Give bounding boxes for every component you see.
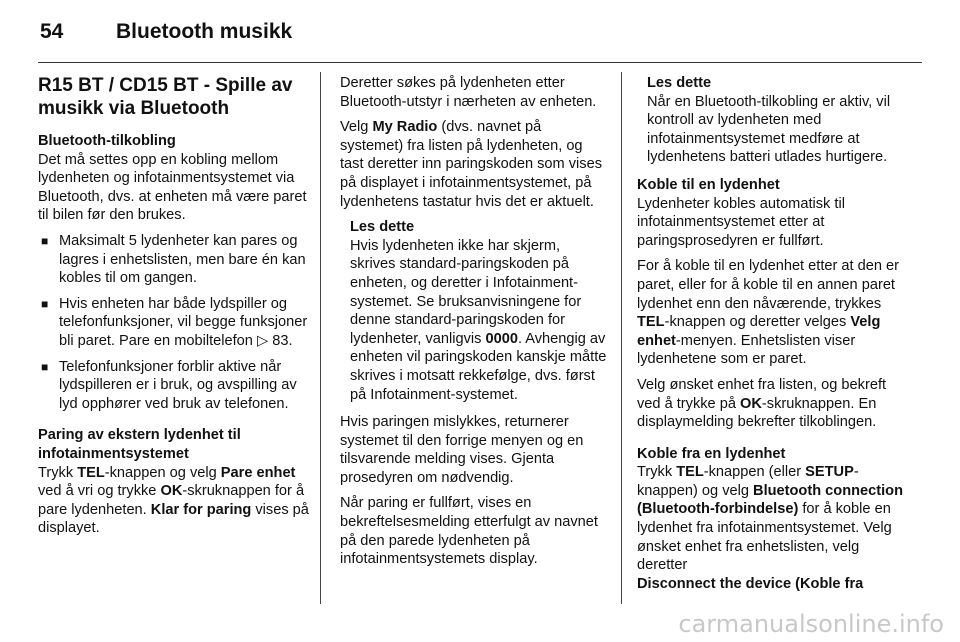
list-item: ■ Telefonfunksjoner forblir aktive når lydspilleren er i bruk, og avspilling av lyd opphører ved bruk av telefonen.: [38, 358, 310, 414]
note-title: Les dette: [350, 219, 415, 236]
subheading-connect-device: Koble til en lydenhet: [637, 176, 780, 193]
column-1: [38, 74, 310, 545]
setup-button-label: SETUP: [805, 464, 854, 481]
bullet-list: [38, 232, 310, 413]
bluetooth-connection-label: Bluetooth connection (Bluetooth-forbindelse): [637, 482, 904, 518]
disconnect-device-label: Disconnect the device (Koble fra: [637, 575, 864, 592]
column-2: [340, 74, 608, 576]
pairing-code: 0000: [485, 330, 518, 347]
pair-device-label: Pare enhet: [220, 464, 296, 481]
paragraph: Trykk TEL-knappen (eller SETUP-knappen) og velg Bluetooth connection (Bluetooth-forbindelse) for å koble en lydenhet fra infotainmentsystemet. Velg ønsket enhet fra enhetslisten, velg deretter Disconnect the device (Koble fra: [637, 464, 904, 592]
paragraph: Når paring er fullført, vises en bekreftelsesmelding etterfulgt av navnet på den parede lydenheten på infotainmentsystemets display.: [340, 495, 598, 568]
paragraph: Velg ønsket enhet fra listen, og bekreft ved å trykke på OK-skruknappen. En displaymelding bekrefter tilkoblingen.: [637, 376, 887, 431]
page-reference[interactable]: 83.: [272, 332, 293, 349]
ready-for-pairing-label: Klar for paring: [150, 501, 252, 518]
ok-button-label: OK: [740, 395, 762, 412]
list-item: ■ Maksimalt 5 lydenheter kan pares og lagres i enhetslisten, men bare én kan kobles til om gangen.: [38, 232, 310, 288]
paragraph: Trykk TEL-knappen og velg Pare enhet ved å vri og trykke OK-skruknappen for å pare lydenheten. Klar for paring vises på displayet.: [38, 464, 309, 537]
ok-button-label: OK: [160, 483, 183, 500]
column-3: [637, 74, 905, 600]
page-reference-arrow-icon: ▷: [256, 332, 269, 349]
paragraph: Deretter søkes på lydenheten etter Bluetooth-utstyr i nærheten av enheten.: [340, 75, 597, 110]
page-title: Bluetooth musikk: [116, 20, 293, 43]
subheading-bluetooth-connection: Bluetooth-tilkobling: [38, 133, 176, 149]
my-radio-label: My Radio: [372, 119, 438, 136]
paragraph: Lydenheter kobles automatisk til infotainmentsystemet etter at paringsprosedyren er fullført.: [637, 195, 845, 249]
column-divider-1: [320, 72, 321, 604]
tel-button-label: TEL: [676, 464, 704, 481]
column-divider-2: [621, 72, 622, 604]
section-heading: R15 BT / CD15 BT - Spille av musikk via Bluetooth: [38, 75, 293, 119]
list-item: ■ Hvis enheten har både lydspiller og telefonfunksjoner, vil begge funksjoner bli paret. Pare en mobiltelefon ▷ 83.: [38, 295, 310, 351]
note-box: Les dette Når en Bluetooth-tilkobling er aktiv, vil kontroll av lydenheten med infotainmentsystemet medføre at lydenhetens batteri utlades hurtigere.: [647, 74, 905, 167]
paragraph: Hvis paringen mislykkes, returnerer systemet til den forrige menyen og en tilsvarende melding vises. Gjenta prosedyren om nødvendig.: [340, 414, 584, 486]
tel-button-label: TEL: [637, 314, 665, 331]
paragraph: Det må settes opp en kobling mellom lydenheten og infotainmentsystemet via Bluetooth, dvs. at enheten må være paret til bilen før den brukes.: [38, 151, 307, 224]
page-header: [38, 18, 922, 63]
subheading-disconnect-device: Koble fra en lydenhet: [637, 445, 786, 462]
tel-button-label: TEL: [77, 464, 105, 481]
paragraph: Velg My Radio (dvs. navnet på systemet) fra listen på lydenheten, og tast deretter inn paringskoden som vises på displayet i infotainmentsystemet, på lydenhetens tastatur hvis det er aktuelt.: [340, 119, 603, 210]
subheading-pairing: Paring av ekstern lydenhet til infotainmentsystemet: [38, 427, 241, 462]
page-number: 54: [40, 20, 64, 43]
select-device-label: Velg enhet: [637, 314, 881, 349]
paragraph: For å koble til en lydenhet etter at den er paret, eller for å koble til en annen paret lydenhet enn den nåværende, trykkes TEL-knappen og deretter velges Velg enhet-menyen. Enhetslisten viser lydenhetene som er paret.: [637, 258, 900, 368]
watermark: carmanualsonline.info: [678, 610, 944, 638]
note-box: Les dette Hvis lydenheten ikke har skjerm, skrives standard-paringskoden på enheten, og deretter i Infotainment-systemet. Se bruksanvisningene for denne standard-paringskoden for lydenheter, vanligvis 0000. Avhengig av enheten vil paringskoden kanskje måtte skrives i motsatt rekkefølge, dvs. først på Infotainment-systemet.: [350, 219, 607, 403]
note-title: Les dette: [647, 75, 712, 91]
